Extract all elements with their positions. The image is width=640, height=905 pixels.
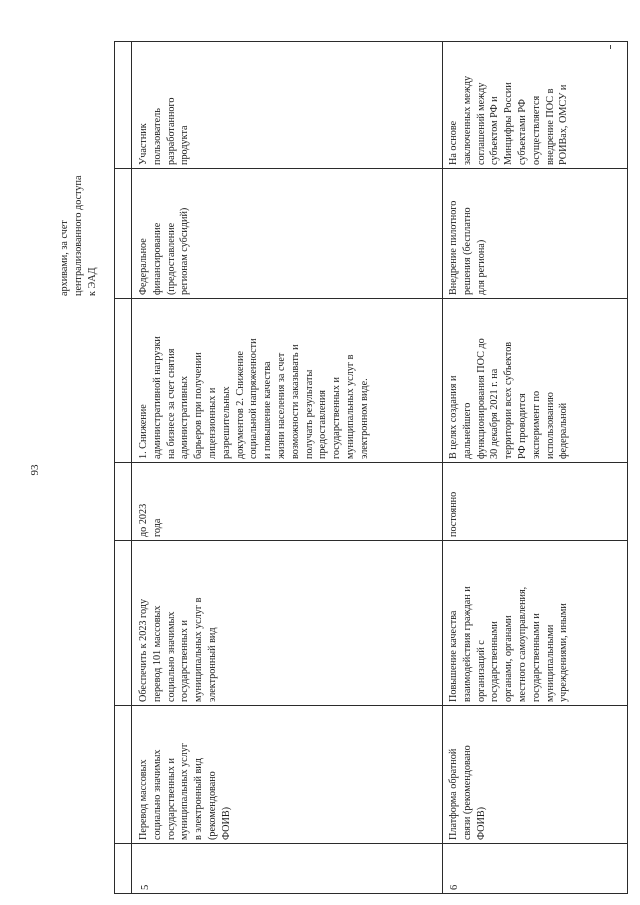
cell-deadline: постоянно xyxy=(448,491,459,537)
cell-outcome: 1. Снижение административной нагрузки на бизнесе за счет снятия административных барьеров при получении лицензионных и разрешительных документов 2. Снижение социальной напряженности и повышение качества жизни населения за счет возможности заказывать и получать результаты предоставления государственных и муниципальных услуг в электронном виде. xyxy=(138,336,370,459)
table-border xyxy=(114,540,628,541)
cell-role: На основе заключенных между соглашений между субъектом РФ и Минцифры России субъектами РФ осуществляется внедрение ПОС в РОИВах, ОМСУ и xyxy=(448,75,570,165)
row-number: 5 xyxy=(140,884,151,890)
cell-funding: Федеральное финансирование (предоставление регионам субсидий) xyxy=(138,207,191,295)
table-border xyxy=(114,843,628,844)
table-border xyxy=(114,705,628,706)
cell-goal: Повышение качества взаимодействия граждан и организаций с государственными органами, органами местного самоуправления, государственными и муниципальными учреждениями, иными xyxy=(448,586,570,702)
cell-role: Участник пользователь разработанного продукта xyxy=(138,97,191,165)
page-number: 93 xyxy=(29,464,41,476)
row-number: 6 xyxy=(449,884,460,890)
cell-funding: Внедрение пилотного решения (бесплатно для региона) xyxy=(448,200,487,295)
table-border xyxy=(114,893,628,894)
table-border xyxy=(114,462,628,463)
cell-goal: Обеспечить к 2023 году перевод 101 массовых социально значимых государственных и муниципальных услуг в электронный вид xyxy=(138,597,218,702)
cell-outcome: архивами, за счет централизованного доступа к ЭАД xyxy=(59,175,98,296)
table-border xyxy=(114,41,628,42)
cell-measure-name: Перевод массовых социально значимых государственных и муниципальных услуг в электронный вид (рекомендовано ФОИВ) xyxy=(138,742,232,840)
cell-deadline: до 2023 года xyxy=(138,503,163,537)
cell-outcome: В целях создания и дальнейшего функционирования ПОС до 30 декабря 2021 г. на территории всех субъектов РФ проводится эксперимент по использованию федеральной xyxy=(448,338,570,459)
cell-measure-name: Платформа обратной связи (рекомендовано ФОИВ) xyxy=(448,745,487,840)
table-border xyxy=(114,168,628,169)
